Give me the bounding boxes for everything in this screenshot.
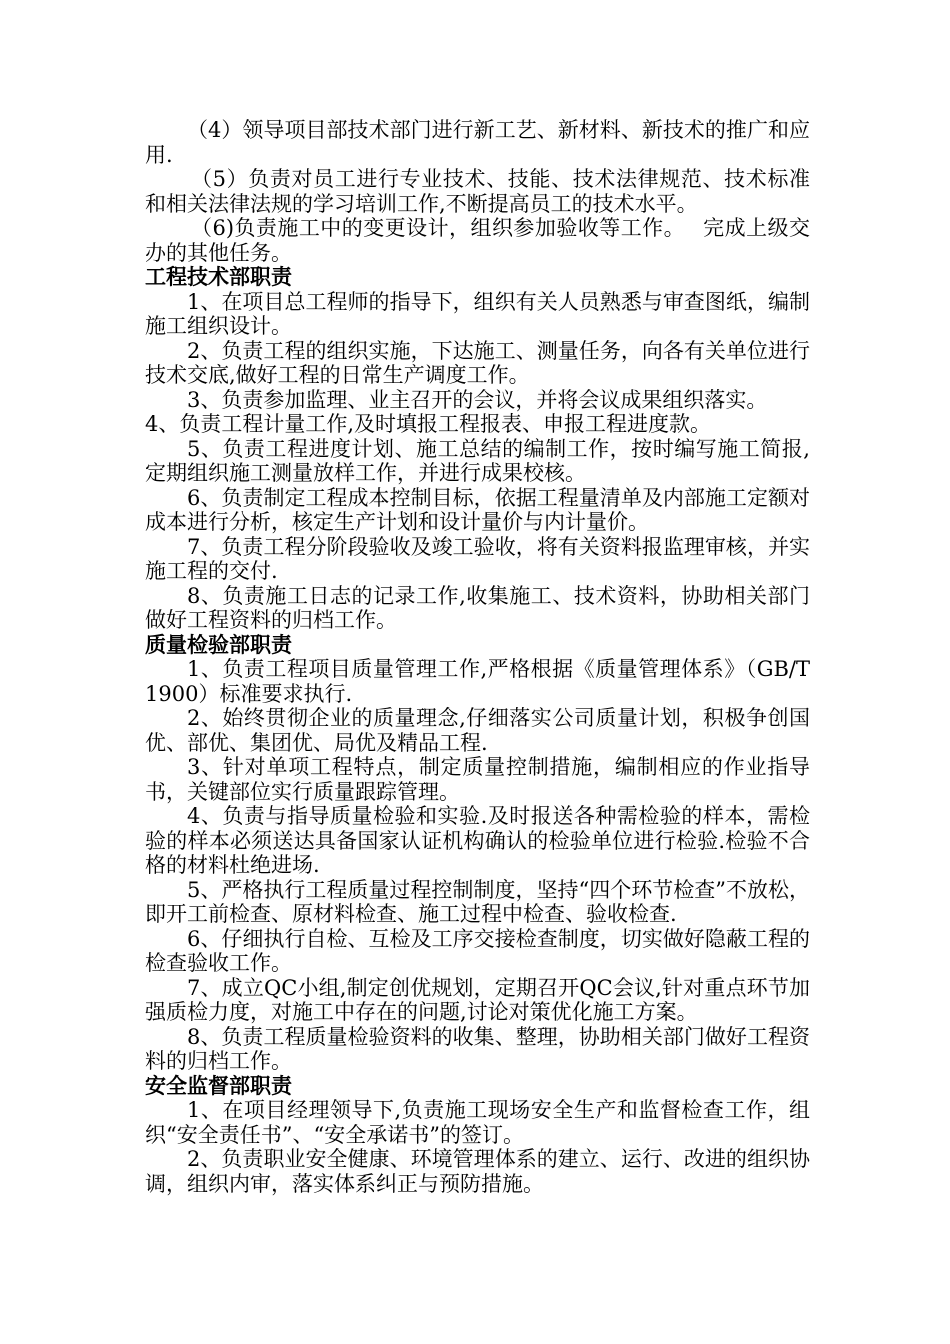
intro-item-5: （5）负责对员工进行专业技术、技能、技术法律规范、技术标准和相关法律法规的学习培训工作,不断提高员工的技术水平。	[145, 167, 810, 216]
quality-item-2: 2、始终贯彻企业的质量理念,仔细落实公司质量计划，积极争创国优、部优、集团优、局优及精品工程.	[145, 706, 810, 755]
quality-item-6: 6、仔细执行自检、互检及工序交接检查制度，切实做好隐蔽工程的检查验收工作。	[145, 926, 810, 975]
engineering-item-5: 5、负责工程进度计划、施工总结的编制工作，按时编写施工简报,定期组织施工测量放样工作，并进行成果校核。	[145, 436, 810, 485]
intro-item-6: （6)负责施工中的变更设计，组织参加验收等工作。 完成上级交办的其他任务。	[145, 216, 810, 265]
quality-dept-heading: 质量检验部职责	[145, 632, 292, 657]
engineering-dept-heading: 工程技术部职责	[145, 265, 292, 289]
quality-item-7: 7、成立QC小组,制定创优规划，定期召开QC会议,针对重点环节加强质检力度，对施工中存在的问题,讨论对策优化施工方案。	[145, 975, 810, 1024]
intro-item-4: （4）领导项目部技术部门进行新工艺、新材料、新技术的推广和应用.	[145, 118, 810, 167]
safety-item-2: 2、负责职业安全健康、环境管理体系的建立、运行、改进的组织协调，组织内审，落实体系纠正与预防措施。	[145, 1147, 810, 1196]
engineering-item-2: 2、负责工程的组织实施，下达施工、测量任务，向各有关单位进行技术交底,做好工程的日常生产调度工作。	[145, 338, 810, 387]
engineering-item-3: 3、负责参加监理、业主召开的会议，并将会议成果组织落实。	[187, 387, 768, 412]
quality-item-4: 4、负责与指导质量检验和实验.及时报送各种需检验的样本，需检验的样本必须送达具备国家认证机构确认的检验单位进行检验.检验不合格的材料杜绝进场.	[145, 804, 810, 877]
quality-item-8: 8、负责工程质量检验资料的收集、整理，协助相关部门做好工程资料的归档工作。	[145, 1024, 810, 1073]
quality-item-1: 1、负责工程项目质量管理工作,严格根据《质量管理体系》（GB/T 1900）标准要求执行.	[145, 657, 831, 706]
engineering-item-6: 6、负责制定工程成本控制目标，依据工程量清单及内部施工定额对成本进行分析，核定生产计划和设计量价与内计量价。	[145, 485, 810, 534]
engineering-item-8: 8、负责施工日志的记录工作,收集施工、技术资料，协助相关部门做好工程资料的归档工作。	[145, 583, 810, 632]
safety-dept-heading: 安全监督部职责	[145, 1073, 292, 1098]
engineering-item-7: 7、负责工程分阶段验收及竣工验收，将有关资料报监理审核，并实施工程的交付.	[145, 534, 810, 583]
quality-item-5: 5、严格执行工程质量过程控制制度，坚持“四个环节检查”不放松，即开工前检查、原材料检查、施工过程中检查、验收检查.	[145, 877, 810, 926]
engineering-item-4: 4、负责工程计量工作,及时填报工程报表、申报工程进度款。	[145, 412, 712, 436]
engineering-item-1: 1、在项目总工程师的指导下，组织有关人员熟悉与审查图纸，编制施工组织设计。	[145, 289, 810, 338]
document-page	[145, 118, 831, 1196]
safety-item-1: 1、在项目经理领导下,负责施工现场安全生产和监督检查工作，组织“安全责任书”、“安全承诺书”的签订。	[145, 1098, 810, 1147]
quality-item-3: 3、针对单项工程特点，制定质量控制措施，编制相应的作业指导书，关键部位实行质量跟踪管理。	[145, 755, 810, 804]
